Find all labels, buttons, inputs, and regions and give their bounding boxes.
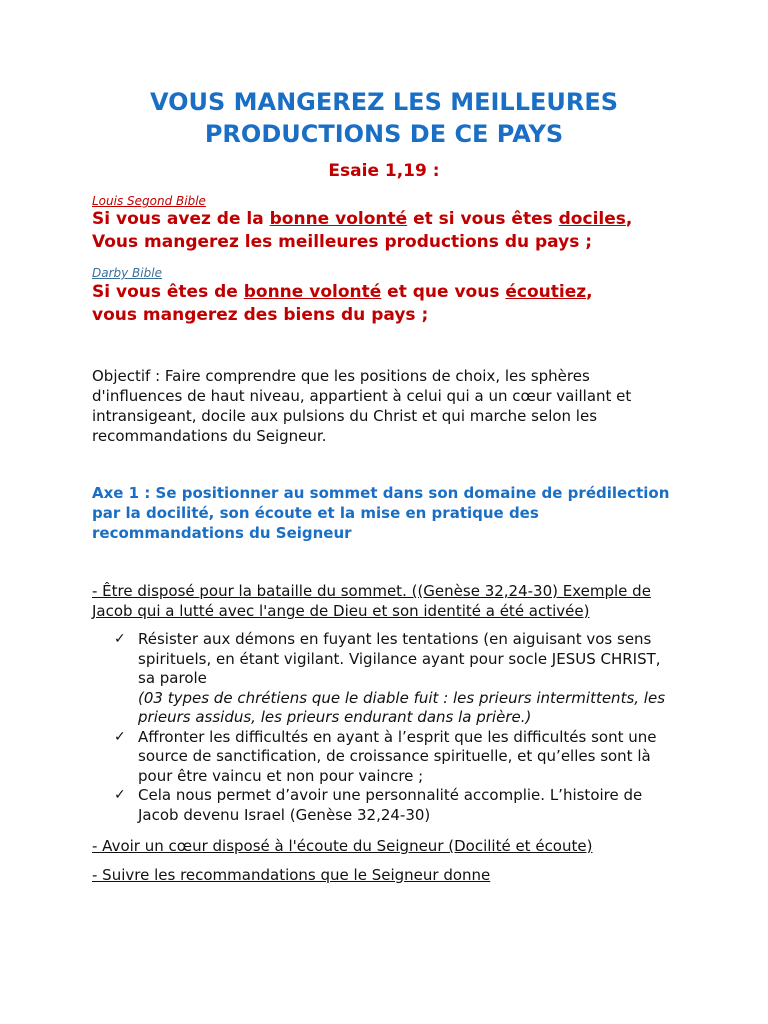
list-item	[92, 728, 682, 787]
list-item	[92, 630, 682, 728]
verse-line-2: Vous mangerez les meilleures productions du pays ;	[92, 232, 593, 252]
page-title-line-1: VOUS MANGEREZ LES MEILLEURES	[149, 88, 619, 116]
checkmark-icon: ✓	[114, 631, 126, 647]
verse-line-1: Si vous avez de la bonne volonté et si vous êtes dociles,	[92, 209, 633, 229]
page-title-line-2: PRODUCTIONS DE CE PAYS	[204, 120, 564, 148]
list-item-text: Résister aux démons en fuyant les tentations (en aiguisant vos sens spirituels, en étant vigilant. Vigilance ayant pour socle JESUS CHRIST, sa parole	[138, 630, 661, 687]
source-link-darby[interactable]: Darby Bible	[92, 266, 162, 280]
point-suivre-recommandations: - Suivre les recommandations que le Seigneur donne	[92, 866, 491, 884]
checklist	[92, 630, 682, 825]
point-coeur-dispose: - Avoir un cœur disposé à l'écoute du Seigneur (Docilité et écoute)	[92, 837, 593, 855]
verse-line-1: Si vous êtes de bonne volonté et que vous écoutiez,	[92, 282, 593, 302]
verse-darby	[92, 281, 692, 327]
verse-line-2: vous mangerez des biens du pays ;	[92, 305, 429, 325]
list-item	[92, 786, 682, 825]
scripture-reference: Esaie 1,19 :	[328, 161, 440, 181]
point-bataille-du-sommet: - Être disposé pour la bataille du sommet. ((Genèse 32,24-30) Exemple de Jacob qui a lutté avec l'ange de Dieu et son identité a été activée)	[92, 582, 651, 620]
checkmark-icon: ✓	[114, 787, 126, 803]
list-item-note: (03 types de chrétiens que le diable fuit : les prieurs intermittents, les prieurs assidus, les prieurs endurant dans la prière.)	[138, 688, 666, 726]
list-item-text: Affronter les difficultés en ayant à l’esprit que les difficultés sont une source de sanctification, de croissance spirituelle, et qu’elles sont là pour être vaincu et non pour vaincre ;	[138, 727, 657, 785]
axe-1-heading: Axe 1 : Se positionner au sommet dans son domaine de prédilection par la docilité, son écoute et la mise en pratique des recommandations du Seigneur	[92, 484, 670, 542]
source-link-louis-segond[interactable]: Louis Segond Bible	[92, 194, 206, 208]
checkmark-icon: ✓	[114, 728, 126, 745]
objectif-paragraph: Objectif : Faire comprendre que les positions de choix, les sphères d'influences de haut niveau, appartient à celui qui a un cœur vaillant et intransigeant, docile aux pulsions du Christ et qui marche selon les recommandations du Seigneur.	[92, 367, 632, 445]
verse-louis-segond	[92, 208, 692, 254]
list-item-text: Cela nous permet d’avoir une personnalité accomplie. L’histoire de Jacob devenu Israel (Genèse 32,24-30)	[138, 786, 643, 824]
